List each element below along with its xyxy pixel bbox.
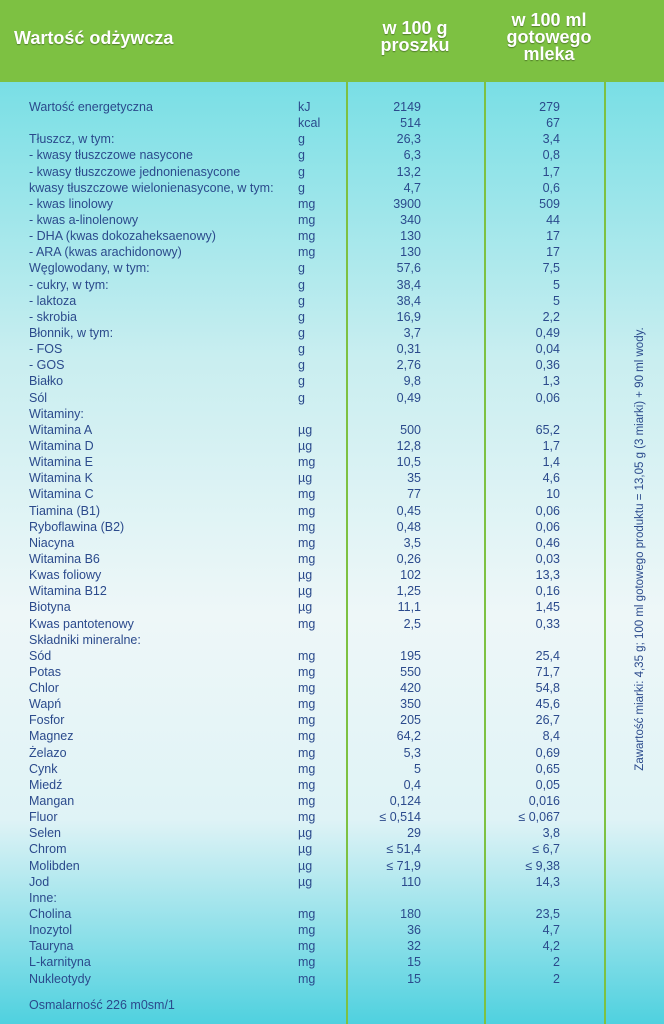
table-row	[0, 470, 664, 486]
table-row	[0, 260, 664, 276]
value-per-100ml: 1,4	[542, 455, 560, 470]
value-per-100ml: 4,7	[542, 923, 560, 938]
nutrient-label: Tauryna	[29, 939, 74, 954]
value-per-100g: 0,45	[396, 503, 421, 518]
nutrient-label: Kwas pantotenowy	[29, 616, 134, 631]
value-per-100g: 15	[407, 955, 421, 970]
unit-cell: mg	[298, 229, 316, 244]
value-per-100ml: 0,65	[535, 761, 560, 776]
unit-cell: mg	[298, 923, 316, 938]
nutrient-label: - skrobia	[29, 309, 77, 324]
value-per-100g: 102	[400, 568, 421, 583]
table-row	[0, 599, 664, 615]
value-per-100g: 3900	[393, 196, 421, 211]
value-per-100ml: 0,06	[535, 519, 560, 534]
table-row	[0, 390, 664, 406]
value-per-100g: 2,76	[396, 358, 421, 373]
value-per-100g: 16,9	[396, 309, 421, 324]
unit-cell: mg	[298, 907, 316, 922]
table-row	[0, 373, 664, 389]
value-per-100ml: 2	[553, 971, 560, 986]
table-row	[0, 906, 664, 922]
unit-cell: mg	[298, 519, 316, 534]
table-row	[0, 696, 664, 712]
value-per-100ml: 0,33	[535, 616, 560, 631]
value-per-100ml: 279	[539, 100, 560, 114]
unit-cell: mg	[298, 616, 316, 631]
column-header-per-100ml	[490, 12, 608, 63]
nutrient-label: Niacyna	[29, 535, 75, 550]
value-per-100ml: 1,3	[542, 374, 560, 389]
unit-cell: g	[298, 261, 305, 276]
value-per-100g: 0,48	[396, 519, 421, 534]
unit-cell: g	[298, 277, 305, 292]
value-per-100g: 550	[400, 664, 421, 679]
column-header-per-100ml-line2: gotowego	[506, 27, 592, 47]
nutrient-label: Fosfor	[29, 713, 65, 728]
nutrient-label: Magnez	[29, 729, 74, 744]
table-row	[0, 632, 664, 648]
table-row	[0, 244, 664, 260]
value-per-100ml: 0,36	[535, 358, 560, 373]
nutrient-label: Cynk	[29, 761, 58, 776]
column-header-per-100g-line2: proszku	[380, 35, 450, 55]
nutrient-label: Fluor	[29, 810, 58, 825]
table-row	[0, 858, 664, 874]
unit-cell: mg	[298, 729, 316, 744]
nutrient-label: Witamina B12	[29, 584, 107, 599]
value-per-100ml: 17	[546, 229, 560, 244]
value-per-100ml: 5	[553, 277, 560, 292]
nutrient-label: - laktoza	[29, 293, 77, 308]
table-row	[0, 325, 664, 341]
table-row	[0, 841, 664, 857]
table-row	[0, 825, 664, 841]
unit-cell: mg	[298, 939, 316, 954]
unit-cell: µg	[298, 858, 313, 873]
column-header-per-100ml-line1: w 100 ml	[511, 10, 587, 30]
value-per-100ml: 0,06	[535, 390, 560, 405]
unit-cell: µg	[298, 438, 313, 453]
value-per-100ml: 17	[546, 245, 560, 260]
nutrient-label: Tłuszcz, w tym:	[29, 132, 115, 147]
value-per-100ml: 0,49	[535, 325, 560, 340]
unit-cell: g	[298, 180, 305, 195]
nutrient-label: - kwasy tłuszczowe jednonienasycone	[29, 164, 241, 179]
value-per-100ml: 4,6	[542, 471, 560, 486]
nutrient-label: Jod	[29, 874, 50, 889]
table-row	[0, 357, 664, 373]
nutrient-label: Inne:	[29, 890, 57, 905]
unit-cell: mg	[298, 681, 316, 696]
nutrition-table	[0, 99, 664, 987]
table-row	[0, 971, 664, 987]
value-per-100g: 195	[400, 648, 421, 663]
column-header-per-100g-line1: w 100 g	[382, 18, 448, 38]
nutrient-label: Witamina D	[29, 438, 94, 453]
value-per-100g: 2,5	[403, 616, 421, 631]
unit-cell: µg	[298, 842, 313, 857]
nutrient-label: Witamina B6	[29, 551, 100, 566]
unit-cell: mg	[298, 794, 316, 809]
value-per-100ml: 3,4	[542, 132, 560, 147]
value-per-100g: 0,26	[396, 551, 421, 566]
table-row	[0, 745, 664, 761]
value-per-100ml: 67	[546, 116, 560, 131]
value-per-100ml: 44	[546, 212, 560, 227]
table-row	[0, 761, 664, 777]
value-per-100ml: 1,7	[542, 438, 560, 453]
unit-cell: mg	[298, 761, 316, 776]
value-per-100ml: 0,6	[542, 180, 560, 195]
unit-cell: g	[298, 132, 305, 147]
unit-cell: g	[298, 325, 305, 340]
table-row	[0, 406, 664, 422]
table-row	[0, 277, 664, 293]
column-header-per-100g	[360, 20, 470, 54]
value-per-100ml: 25,4	[535, 648, 560, 663]
value-per-100g: 6,3	[403, 148, 421, 163]
value-per-100g: 12,8	[396, 438, 421, 453]
value-per-100g: ≤ 0,514	[379, 810, 421, 825]
value-per-100g: 10,5	[396, 455, 421, 470]
unit-cell: mg	[298, 971, 316, 986]
value-per-100g: 500	[400, 422, 421, 437]
unit-cell: µg	[298, 584, 313, 599]
unit-cell: µg	[298, 471, 313, 486]
nutrient-label: Cholina	[29, 907, 72, 922]
value-per-100ml: 26,7	[535, 713, 560, 728]
unit-cell: g	[298, 390, 305, 405]
table-row	[0, 228, 664, 244]
nutrient-label: Witamina K	[29, 471, 93, 486]
value-per-100g: 180	[400, 907, 421, 922]
nutrient-label: Molibden	[29, 858, 80, 873]
unit-cell: µg	[298, 874, 313, 889]
value-per-100g: 5,3	[403, 745, 421, 760]
value-per-100ml: 0,04	[535, 342, 560, 357]
table-row	[0, 341, 664, 357]
nutrient-label: - kwas a-linolenowy	[29, 212, 139, 227]
table-row	[0, 293, 664, 309]
nutrient-label: Witamina E	[29, 455, 93, 470]
nutrient-label: Selen	[29, 826, 61, 841]
nutrient-label: Ryboflawina (B2)	[29, 519, 125, 534]
unit-cell: kcal	[298, 116, 321, 131]
table-row	[0, 567, 664, 583]
nutrient-label: kwasy tłuszczowe wielonienasycone, w tym:	[29, 180, 274, 195]
nutrient-label: Chrom	[29, 842, 67, 857]
value-per-100ml: 0,16	[535, 584, 560, 599]
nutrient-label: Mangan	[29, 794, 75, 809]
table-row	[0, 486, 664, 502]
unit-cell: g	[298, 342, 305, 357]
table-row	[0, 180, 664, 196]
unit-cell: mg	[298, 810, 316, 825]
unit-cell: mg	[298, 697, 316, 712]
value-per-100g: 11,1	[397, 600, 421, 615]
nutrient-label: - DHA (kwas dokozaheksaenowy)	[29, 229, 216, 244]
unit-cell: mg	[298, 745, 316, 760]
value-per-100g: 0,31	[396, 342, 421, 357]
table-row	[0, 616, 664, 632]
value-per-100ml: 0,46	[535, 535, 560, 550]
value-per-100ml: 4,2	[542, 939, 560, 954]
nutrient-label: Tiamina (B1)	[29, 503, 101, 518]
value-per-100g: 26,3	[396, 132, 421, 147]
unit-cell: µg	[298, 568, 313, 583]
table-row	[0, 922, 664, 938]
value-per-100g: 110	[401, 874, 421, 889]
unit-cell: mg	[298, 713, 316, 728]
table-row	[0, 809, 664, 825]
value-per-100ml: ≤ 6,7	[532, 842, 560, 857]
unit-cell: µg	[298, 600, 313, 615]
value-per-100g: 350	[400, 697, 421, 712]
value-per-100ml: 0,8	[542, 148, 560, 163]
value-per-100ml: 2	[553, 955, 560, 970]
table-row	[0, 503, 664, 519]
unit-cell: µg	[298, 826, 313, 841]
value-per-100ml: 1,45	[535, 600, 560, 615]
table-row	[0, 438, 664, 454]
table-row	[0, 583, 664, 599]
unit-cell: mg	[298, 777, 316, 792]
table-row	[0, 519, 664, 535]
unit-cell: g	[298, 293, 305, 308]
value-per-100g: 15	[407, 971, 421, 986]
value-per-100g: 0,124	[389, 794, 421, 809]
osmolality-footnote: Osmalarność 226 m0sm/1	[29, 998, 175, 1012]
nutrient-label: - kwas linolowy	[29, 196, 114, 211]
nutrient-label: Sól	[29, 390, 48, 405]
value-per-100g: 36	[407, 923, 421, 938]
nutrient-label: Składniki mineralne:	[29, 632, 141, 647]
value-per-100g: 3,5	[403, 535, 421, 550]
table-row	[0, 147, 664, 163]
value-per-100ml: 71,7	[535, 664, 560, 679]
nutrient-label: Błonnik, w tym:	[29, 325, 114, 340]
table-row	[0, 890, 664, 906]
table-row	[0, 712, 664, 728]
nutrient-label: - ARA (kwas arachidonowy)	[29, 245, 182, 260]
value-per-100g: 38,4	[396, 293, 421, 308]
unit-cell: mg	[298, 664, 316, 679]
value-per-100ml: 0,06	[535, 503, 560, 518]
table-row	[0, 196, 664, 212]
table-header	[0, 0, 664, 82]
nutrient-label: - kwasy tłuszczowe nasycone	[29, 148, 193, 163]
nutrient-label: Nukleotydy	[29, 971, 91, 986]
value-per-100g: 13,2	[396, 164, 421, 179]
table-row	[0, 938, 664, 954]
value-per-100ml: 0,05	[535, 777, 560, 792]
nutrient-label: Biotyna	[29, 600, 71, 615]
nutrient-label: - cukry, w tym:	[29, 277, 109, 292]
value-per-100g: 130	[400, 229, 421, 244]
unit-cell: mg	[298, 551, 316, 566]
value-per-100g: 35	[407, 471, 421, 486]
unit-cell: mg	[298, 196, 316, 211]
value-per-100ml: 10	[546, 487, 560, 502]
unit-cell: mg	[298, 212, 316, 227]
unit-cell: kJ	[298, 100, 311, 114]
value-per-100g: 38,4	[396, 277, 421, 292]
value-per-100ml: 5	[553, 293, 560, 308]
value-per-100ml: ≤ 9,38	[525, 858, 560, 873]
nutrient-label: Miedź	[29, 777, 63, 792]
table-row	[0, 535, 664, 551]
value-per-100g: 9,8	[403, 374, 421, 389]
table-row	[0, 131, 664, 147]
table-row	[0, 793, 664, 809]
value-per-100ml: 65,2	[535, 422, 560, 437]
value-per-100ml: ≤ 0,067	[518, 810, 560, 825]
unit-cell: mg	[298, 487, 316, 502]
table-row	[0, 664, 664, 680]
value-per-100ml: 2,2	[542, 309, 560, 324]
value-per-100ml: 54,8	[535, 681, 560, 696]
table-row	[0, 777, 664, 793]
table-row	[0, 164, 664, 180]
nutrient-label: - GOS	[29, 358, 65, 373]
table-row	[0, 954, 664, 970]
nutrient-label: Kwas foliowy	[29, 568, 102, 583]
value-per-100ml: 0,69	[535, 745, 560, 760]
table-title: Wartość odżywcza	[14, 28, 174, 48]
nutrient-label: Sód	[29, 648, 52, 663]
nutrient-label: Wartość energetyczna	[29, 100, 153, 114]
table-row	[0, 99, 664, 115]
value-per-100ml: 0,03	[535, 551, 560, 566]
serving-side-note: Zawartość miarki: 4,35 g; 100 ml gotowego produktu = 13,05 g (3 miarki) + 90 ml wody.	[634, 327, 646, 771]
value-per-100g: 3,7	[403, 325, 421, 340]
unit-cell: µg	[298, 422, 313, 437]
table-row	[0, 422, 664, 438]
value-per-100ml: 3,8	[542, 826, 560, 841]
value-per-100g: 130	[400, 245, 421, 260]
value-per-100g: 1,25	[396, 584, 421, 599]
table-row	[0, 454, 664, 470]
nutrient-label: Witamina A	[29, 422, 93, 437]
value-per-100g: 205	[400, 713, 421, 728]
value-per-100ml: 509	[539, 196, 560, 211]
value-per-100ml: 14,3	[535, 874, 560, 889]
value-per-100g: 64,2	[396, 729, 421, 744]
value-per-100g: 5	[414, 761, 421, 776]
value-per-100ml: 23,5	[535, 907, 560, 922]
unit-cell: g	[298, 358, 305, 373]
nutrient-label: Węglowodany, w tym:	[29, 261, 150, 276]
nutrient-label: Witamina C	[29, 487, 94, 502]
table-row	[0, 680, 664, 696]
table-row	[0, 648, 664, 664]
table-row	[0, 874, 664, 890]
value-per-100ml: 13,3	[535, 568, 560, 583]
table-row	[0, 212, 664, 228]
unit-cell: mg	[298, 245, 316, 260]
unit-cell: mg	[298, 648, 316, 663]
nutrient-label: Chlor	[29, 681, 59, 696]
nutrient-label: Potas	[29, 664, 61, 679]
value-per-100g: 32	[407, 939, 421, 954]
nutrient-label: Żelazo	[29, 745, 67, 760]
value-per-100g: 77	[407, 487, 421, 502]
value-per-100g: 340	[400, 212, 421, 227]
value-per-100g: ≤ 51,4	[386, 842, 421, 857]
value-per-100g: 514	[400, 116, 421, 131]
value-per-100g: 420	[400, 681, 421, 696]
nutrient-label: L-karnityna	[29, 955, 91, 970]
nutrient-label: - FOS	[29, 342, 63, 357]
unit-cell: mg	[298, 535, 316, 550]
unit-cell: mg	[298, 955, 316, 970]
table-row	[0, 551, 664, 567]
table-row	[0, 115, 664, 131]
unit-cell: g	[298, 374, 305, 389]
value-per-100ml: 45,6	[535, 697, 560, 712]
table-row	[0, 309, 664, 325]
value-per-100g: 0,4	[403, 777, 421, 792]
value-per-100ml: 0,016	[528, 794, 560, 809]
value-per-100g: 0,49	[396, 390, 421, 405]
nutrient-label: Witaminy:	[29, 406, 84, 421]
nutrient-label: Białko	[29, 374, 64, 389]
value-per-100g: 2149	[393, 100, 421, 114]
nutrient-label: Inozytol	[29, 923, 73, 938]
value-per-100g: ≤ 71,9	[386, 858, 421, 873]
value-per-100g: 57,6	[396, 261, 421, 276]
unit-cell: g	[298, 148, 305, 163]
value-per-100g: 29	[407, 826, 421, 841]
value-per-100ml: 1,7	[542, 164, 560, 179]
unit-cell: g	[298, 309, 305, 324]
column-header-per-100ml-line3: mleka	[523, 44, 575, 64]
table-row	[0, 728, 664, 744]
unit-cell: mg	[298, 503, 316, 518]
unit-cell: mg	[298, 455, 316, 470]
unit-cell: g	[298, 164, 305, 179]
nutrient-label: Wapń	[29, 697, 62, 712]
value-per-100ml: 7,5	[542, 261, 560, 276]
value-per-100g: 4,7	[403, 180, 421, 195]
value-per-100ml: 8,4	[542, 729, 560, 744]
